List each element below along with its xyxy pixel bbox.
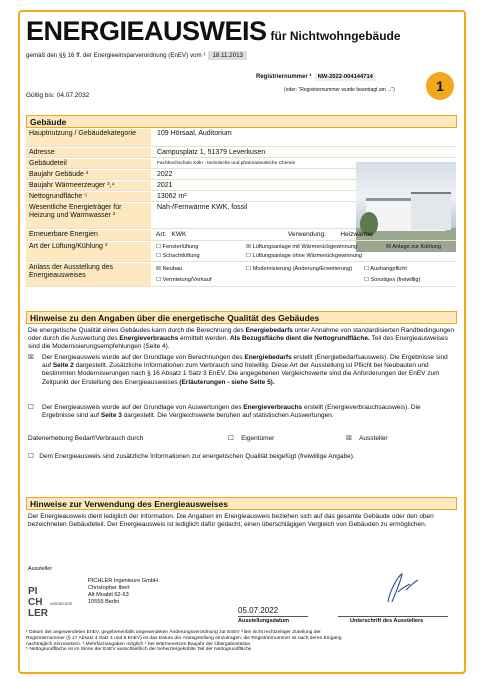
lueftung-option-kuehlung[interactable] [386,244,456,250]
t: Teil des Energieausweises sind die Modernisierungsempfehlungen (Seite 4). [28,335,449,351]
option-text: Modernisierung (Änderung/Erweiterung) [252,266,353,272]
section-verwendung-heading: Hinweise zur Verwendung des Energieausweises [26,497,457,510]
t: Seite 3 [100,412,122,420]
verbrauch-text [42,404,454,420]
option-text: Anlage zur Kühlung [392,244,442,250]
footnote: Registriernummer (§ 17 Absatz 4 Satz 4 und 5 EnEV) ist das Datum der Antragstellung einzutragen; die Registriernummer ist nach deren Eingang [26,635,342,641]
logo-line: PI [28,586,38,597]
anlass-option-sonstiges[interactable] [364,277,420,283]
law-reference [26,52,247,59]
bedarf-checkbox-icon[interactable]: ☒ [28,354,34,361]
option-text: Lüftungsanlage mit Wärmerückgewinnung [252,244,358,250]
checkbox-icon: ☒ [386,244,392,250]
anlass-option-neubau[interactable] [156,266,182,272]
footnote: nachträglich einzusetzen. ³ Mehrfachangaben möglich ⁴ bei Wärmenetzen Baujahr der Übergabestation [26,641,251,647]
value: 2021 [157,182,173,189]
reg-label: Registriernummer ² [256,74,312,80]
checkbox-icon: ☐ [156,253,162,259]
option-text: Aussteller [359,435,388,442]
option-text: Fensterlüftung [162,244,199,250]
aussteller-address [88,578,158,606]
verwendung-text: Der Energieausweis dient lediglich der Information. Die Angaben im Energieausweis beziehen sich auf das gesamte Gebäude oder den oben bezeichneten Gebäudeteil. Der Energieausweis ist lediglich dafür gedacht, einen überschlägigen Vergleich von Gebäuden zu ermöglichen. [28,513,434,529]
registration [256,74,376,80]
aussteller-option[interactable] [346,435,388,443]
label: Adresse [26,148,151,157]
label: Erneuerbare Energien [26,230,151,240]
t: dargestellt. Zusätzliche Informationen zum Verbrauch sind freiwillig. Diese Art der Ausstellung ist Pflicht bei Neubauten und bestimmten Modernisierungen nach § 16 Absatz 1 Satz 3 EnEV. Die angegebenen Vergleichswerte sind die Anforderungen der EnEV zum Zeitpunkt der Erstellung des Energieausweises [42,362,440,386]
t: Als Bezugsfläche dient die Nettogrundfläche. [229,335,370,343]
anlass-option-aushang[interactable] [364,266,407,272]
law-date: 18.11.2013 [208,51,247,60]
page-number-badge: 1 [426,72,454,100]
option-text: Vermietung/Verkauf [162,277,212,283]
option-text: Eigentümer [241,435,275,442]
law-text: gemäß den §§ 16 ff. der Energieeinsparverordnung (EnEV) vom ¹ [26,52,206,59]
checkbox-icon: ☐ [246,253,252,259]
label: Nettogrundfläche ⁵ [26,192,151,201]
street: Alt Moabit 62-63 [88,592,129,598]
reg-note: (oder: "Registriernummer wurde beantragt am ...") [284,87,395,93]
footnotes [26,630,456,653]
checkbox-icon: ☐ [28,453,34,460]
page-title [26,16,401,47]
signature-icon [380,570,420,606]
value: 2022 [157,171,173,178]
label: Anlass der Ausstellung des Energieausweises [26,263,151,286]
ausstellungsdatum-value: 05.07.2022 [238,606,279,615]
erneuerbar-art [156,232,186,238]
lueftung-option-ohne-wrg[interactable] [246,253,362,259]
section-gebaeude-heading: Gebäude [26,115,457,128]
option-text: Aushangpflicht [370,266,407,272]
checkbox-icon: ☒ [156,266,162,272]
t: unter Annahme von standardisierten Randbedingungen oder durch die Auswertung des [28,327,455,343]
t: Energiebedarfs [244,354,292,361]
ausstellungsdatum-label: Ausstellungsdatum [238,618,290,624]
label: Baujahr Wärmeerzeuger ³,⁴ [26,181,151,190]
logo-small: INGENIEURE [50,602,73,606]
section-hinweise-heading: Hinweise zu den Angaben über die energetische Qualität des Gebäudes [26,311,457,324]
option-text: Schachtlüftung [162,253,200,259]
footnote: ¹ Datum der angewendeten EnEV, gegebenenfalls angewendeten Änderungsverordnung zur EnEV ² Bei nicht rechtzeitiger Zuteilung der [26,630,321,635]
title-sub: für Nichtwohngebäude [270,29,401,43]
t: dargestellt. Die Vergleichswerte beruhen auf statistischen Auswertungen. [121,412,334,420]
verwendung-label: Verwendung: [288,231,326,238]
value: Nah-/Fernwärme KWK, fossil [157,204,248,211]
checkbox-icon: ☒ [346,435,352,442]
company-name: PICHLER Ingenieure GmbH [88,578,158,584]
date-line [238,616,308,617]
label: Hauptnutzung / Gebäudekategorie [26,129,151,146]
row-lueftung [26,242,457,262]
lueftung-option-mit-wrg[interactable] [246,244,357,250]
art-value: KWK [171,231,187,238]
bedarf-text [42,354,454,387]
label: Baujahr Gebäude ³ [26,170,151,179]
beigefuegt-row[interactable] [28,453,456,461]
row-hauptnutzung [26,129,457,147]
photo-building-tower [411,192,451,230]
lueftung-option-schacht[interactable] [156,253,200,259]
aussteller-label: Aussteller [28,566,53,572]
verwendung-value: Heizwärme [340,231,373,238]
person-name: Christopher Ibert [88,585,130,591]
anlass-option-modernisierung[interactable] [246,266,366,272]
t: Energieverbrauchs [119,335,179,343]
signature-line [338,616,448,617]
city: 10555 Berlin [88,599,120,605]
value: Campusplatz 1, 51379 Leverkusen [157,149,266,156]
footnote: ⁵ Nettogrundfläche ist im Sinne der EnEV ausschließlich der beheizte/gekühlte Teil der Nettogrundfläche [26,647,252,653]
art-label: Art: [156,231,167,238]
t: Die energetische Qualität eines Gebäudes kann durch die Berechnung des [28,327,246,334]
label: Art der Lüftung/Kühlung ³ [26,242,151,261]
checkbox-icon: ☐ [156,277,162,283]
checkbox-icon: ☐ [156,244,162,250]
eigentuemer-option[interactable] [228,435,274,443]
t: Energieverbrauchs [243,404,303,411]
checkbox-icon: ☐ [228,435,234,442]
lueftung-option-fenster[interactable] [156,244,198,250]
t: erstellt (Energieverbrauchsausweis). Die Ergebnisse sind auf [42,404,421,420]
energieausweis-page [18,10,466,674]
row-erneuerbare [26,230,457,241]
checkbox-icon: ☒ [246,244,252,250]
option-text: Neubau [162,266,183,272]
t: erstellt (Energiebedarfsausweis). Die Ergebnisse sind auf [42,354,448,370]
t: Energiebedarfs [245,327,293,334]
t: (Erläuterungen - siehe Seite 5). [179,378,275,386]
hinweise-intro [28,327,456,352]
option-text: Dem Energieausweis sind zusätzliche Informationen zur energetischen Qualität beigefügt (freiwillige Angabe). [39,453,355,460]
value: Fachhochschule Köln - technische und pharmazeutische Chemie [157,161,296,166]
logo-line: CH [28,597,43,608]
datenerhebung-row [28,435,456,443]
reg-number: NW-2022-004144714 [315,73,376,81]
label: Gebäudeteil [26,159,151,168]
label: Wesentliche Energieträger für Heizung und Warmwasser ³ [26,203,151,228]
t: ermittelt werden. [178,335,230,343]
row-adresse [26,148,457,158]
checkbox-icon: ☐ [364,266,370,272]
erneuerbar-verwendung [288,232,373,238]
option-text: Sonstiges (freiwillig) [370,277,421,283]
anlass-option-vermietung[interactable] [156,277,211,283]
valid-until: Gültig bis: 04.07.2032 [26,92,90,99]
company-logo [28,586,72,624]
title-main: ENERGIEAUSWEIS [26,16,267,46]
t: Seite 2 [52,362,74,370]
verbrauch-checkbox-icon[interactable]: ☐ [28,404,34,411]
option-text: Lüftungsanlage ohne Wärmerückgewinnung [252,253,363,259]
datenerhebung-label: Datenerhebung Bedarf/Verbrauch durch [28,435,144,442]
t: Der Energieausweis wurde auf der Grundlage von Berechnungen des [42,354,245,361]
logo-line: LER [28,608,48,619]
t: Der Energieausweis wurde auf der Grundlage von Auswertungen des [42,404,244,411]
row-anlass [26,263,457,287]
checkbox-icon: ☐ [364,277,370,283]
signature-label: Unterschrift des Ausstellers [350,618,424,624]
value: 109 Hörsaal, Auditorium [157,130,232,137]
value: 13062 m² [157,193,187,200]
checkbox-icon: ☐ [246,266,252,272]
